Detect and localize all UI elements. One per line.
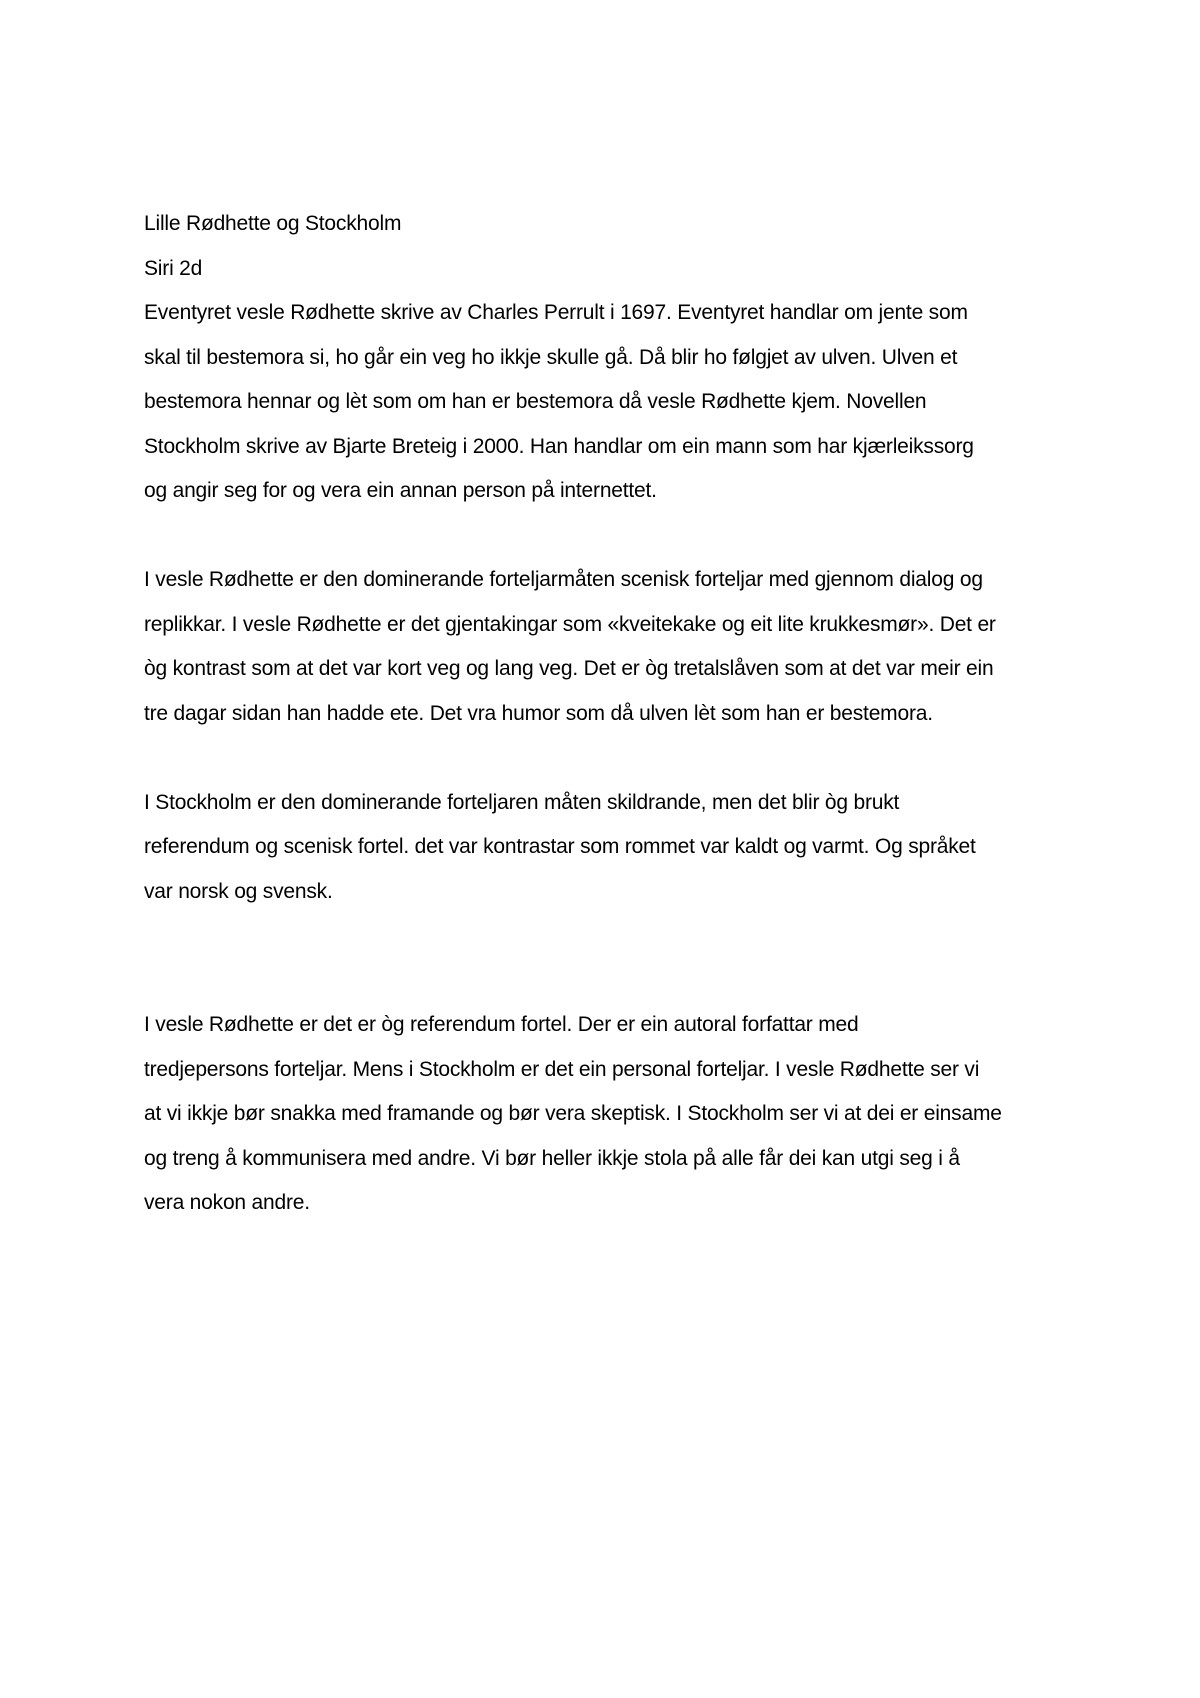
paragraph-spacer [144, 736, 1074, 781]
paragraph-line: I Stockholm er den dominerande forteljaren måten skildrande, men det blir òg brukt [144, 790, 900, 814]
paragraph-line: og treng å kommunisera med andre. Vi bør heller ikkje stola på alle får dei kan utgi seg i å [144, 1146, 960, 1170]
paragraph-line: referendum og scenisk fortel. det var kontrastar som rommet var kaldt og varmt. Og språket [144, 835, 976, 858]
paragraph-line: skal til bestemora si, ho går ein veg ho ikkje skulle gå. Då blir ho følgjet av ulven. Ulven et [144, 345, 958, 369]
paragraph-line: at vi ikkje bør snakka med framande og bør vera skeptisk. I Stockholm ser vi at dei er einsame [144, 1102, 1002, 1125]
document-title: Lille Rødhette og Stockholm [144, 212, 402, 235]
paragraph-line: vera nokon andre. [144, 1191, 310, 1214]
paragraph-line: tre dagar sidan han hadde ete. Det vra humor som då ulven lèt som han er bestemora. [144, 701, 933, 725]
paragraph-line: Eventyret vesle Rødhette skrive av Charles Perrult i 1697. Eventyret handlar om jente som [144, 301, 968, 324]
paragraph-conclusion [144, 1003, 1074, 1226]
paragraph-spacer [144, 914, 1074, 959]
paragraph-line: replikkar. I vesle Rødhette er det gjentakingar som «kveitekake og eit lite krukkesmør». Det er [144, 612, 996, 636]
document-body [144, 202, 1074, 1226]
document-author: Siri 2d [144, 256, 203, 280]
paragraph-line: I vesle Rødhette er det er òg referendum fortel. Der er ein autoral forfattar med [144, 1013, 859, 1036]
paragraph-rodhette [144, 558, 1074, 736]
paragraph-line: var norsk og svensk. [144, 879, 333, 903]
paragraph-spacer [144, 959, 1074, 1004]
paragraph-line: òg kontrast som at det var kort veg og lang veg. Det er òg tretalslåven som at det var meir ein [144, 657, 994, 680]
paragraph-spacer [144, 514, 1074, 559]
paragraph-line: I vesle Rødhette er den dominerande forteljarmåten scenisk forteljar med gjennom dialog og [144, 568, 983, 591]
paragraph-line: Stockholm skrive av Bjarte Breteig i 2000. Han handlar om ein mann som har kjærleikssorg [144, 434, 974, 458]
paragraph-line: bestemora hennar og lèt som om han er bestemora då vesle Rødhette kjem. Novellen [144, 390, 927, 413]
paragraph-stockholm [144, 781, 1074, 915]
paragraph-intro [144, 291, 1074, 514]
paragraph-line: og angir seg for og vera ein annan person på internettet. [144, 479, 657, 502]
paragraph-line: tredjepersons forteljar. Mens i Stockholm er det ein personal forteljar. I vesle Rødhette ser vi [144, 1057, 980, 1081]
